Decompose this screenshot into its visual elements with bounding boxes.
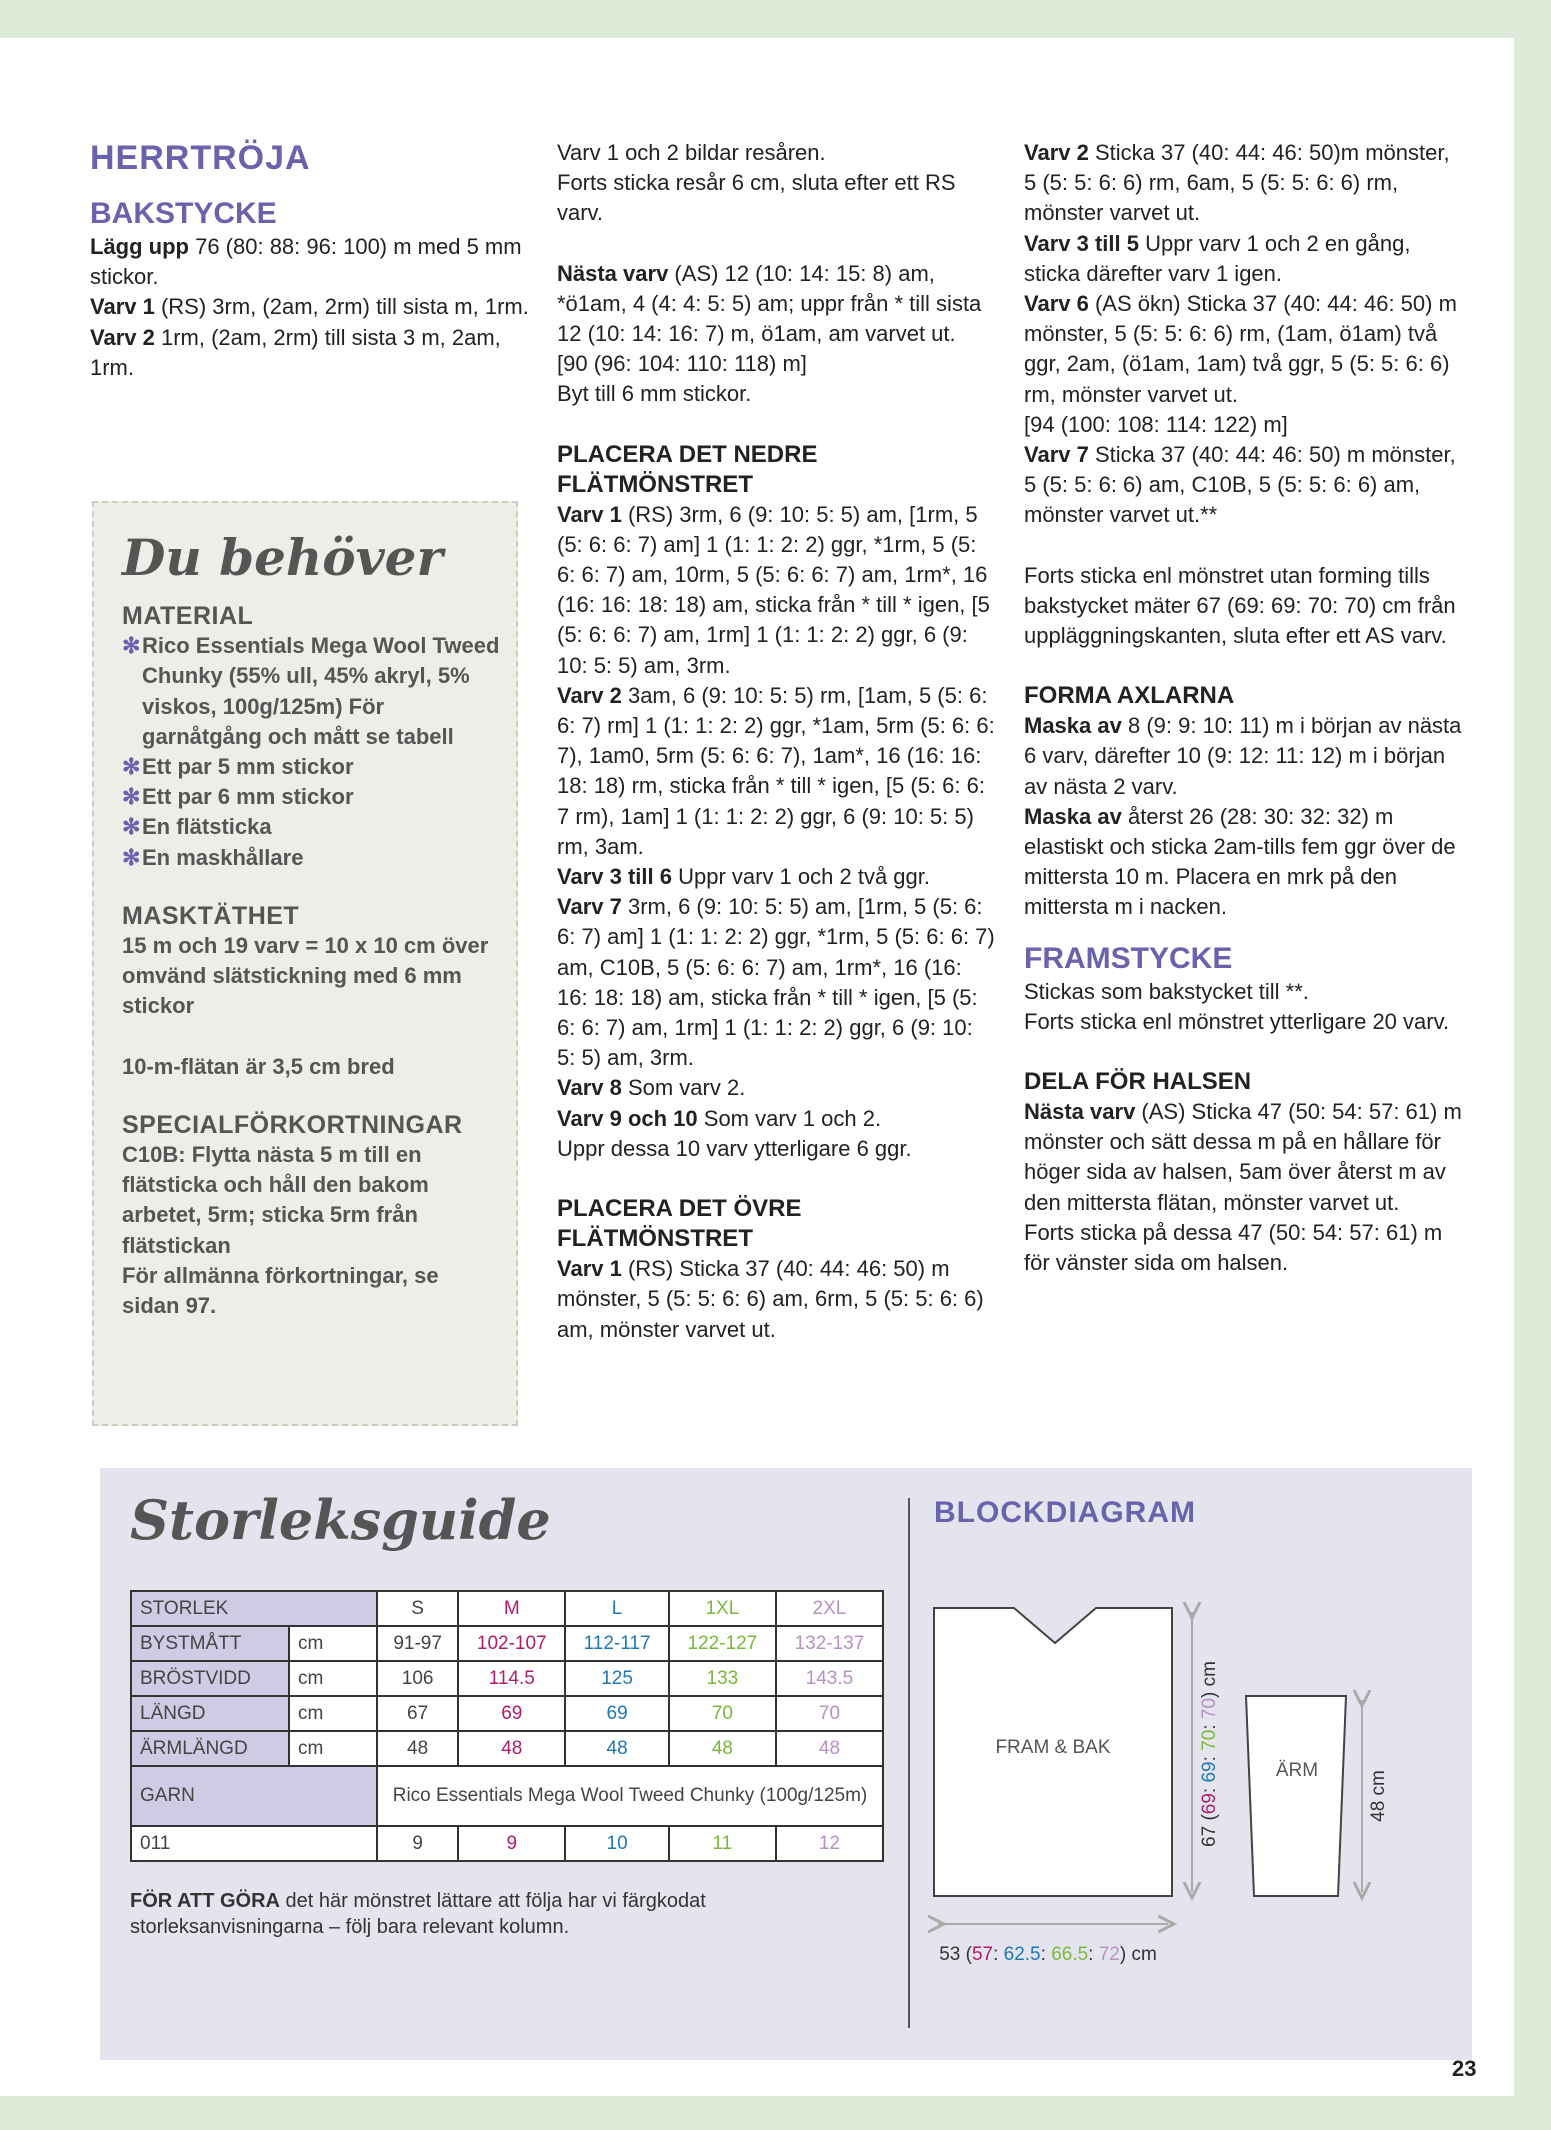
- sleeve-length-label: 48 cm: [1368, 1770, 1389, 1822]
- table-cell: 70: [669, 1696, 776, 1731]
- table-cell: 9: [458, 1826, 565, 1861]
- table-cell: 48: [458, 1731, 565, 1766]
- row: Varv 3 till 5 Uppr varv 1 och 2 en gång, sticka därefter varv 1 igen.: [1024, 230, 1411, 286]
- table-cell: 69: [458, 1696, 565, 1731]
- table-cell: BYSTMÅTT: [131, 1626, 289, 1661]
- gauge-heading: MASKTÄTHET: [122, 901, 300, 930]
- next-row: Nästa varv (AS) 12 (10: 14: 15: 8) am, *ö1am, 4 (4: 4: 5: 5) am; uppr från * till sista 12 (10: 14: 16: 7) m, ö1am, am varvet ut.: [557, 260, 982, 347]
- table-cell: 122-127: [669, 1626, 776, 1661]
- stitch-count: [90 (96: 104: 110: 118) m]: [557, 351, 807, 377]
- table-cell: 114.5: [458, 1661, 565, 1696]
- table-cell: 125: [565, 1661, 669, 1696]
- table-cell: 132-137: [776, 1626, 883, 1661]
- row: Maska av återst 26 (28: 30: 32: 32) m elastiskt och sticka 2am-tills fem ggr över de mittersta 10 m. Placera en mrk på den mittersta m i nacken.: [1024, 803, 1456, 920]
- heading-upper-cable: PLACERA DET ÖVRE FLÄTMÖNSTRET: [557, 1195, 802, 1253]
- table-row: [131, 1591, 883, 1626]
- table-cell: Rico Essentials Mega Wool Tweed Chunky (100g/125m): [377, 1766, 883, 1826]
- table-cell: BRÖSTVIDD: [131, 1661, 289, 1696]
- abbreviation-c10b: C10B: Flytta nästa 5 m till en flätsticka och håll den bakom arbetet, 5rm; sticka 5rm från flätstickan: [122, 1142, 429, 1258]
- sleeve-label: ÄRM: [1275, 1760, 1319, 1781]
- asterisk-icon: ✻: [122, 754, 141, 780]
- table-cell: 91-97: [377, 1626, 458, 1661]
- asterisk-icon: ✻: [122, 814, 141, 840]
- stitch-count: [94 (100: 108: 114: 122) m]: [1024, 411, 1288, 437]
- page: [0, 38, 1514, 2096]
- row: Varv 3 till 6 Uppr varv 1 och 2 två ggr.: [557, 864, 930, 890]
- list-item: ✻ Rico Essentials Mega Wool Tweed Chunky (55% ull, 45% akryl, 5% viskos, 100g/125m) För garnåtgång och mått se tabell: [122, 633, 500, 749]
- box-title: Du behöver: [122, 528, 443, 587]
- table-cell: cm: [289, 1661, 377, 1696]
- row: Varv 6 (AS ökn) Sticka 37 (40: 44: 46: 50) m mönster, 5 (5: 5: 6: 6) rm, (1am, ö1am) två ggr, 2am, (ö1am, 1am) två ggr, 5 (5: 5: 6: 6) rm, mönster varvet ut.: [1024, 291, 1457, 407]
- table-cell: 011: [131, 1826, 377, 1861]
- text: Byt till 6 mm stickor.: [557, 381, 752, 407]
- column-1: [90, 138, 535, 383]
- size-guide-title: Storleksguide: [130, 1488, 551, 1552]
- table-cell: 67: [377, 1696, 458, 1731]
- table-cell: LÄNGD: [131, 1696, 289, 1731]
- row: Varv 9 och 10 Som varv 1 och 2.: [557, 1105, 882, 1131]
- row: Varv 2 Sticka 37 (40: 44: 46: 50)m mönster, 5 (5: 5: 6: 6) rm, 6am, 5 (5: 5: 6: 6) rm, mönster varvet ut.: [1024, 140, 1450, 226]
- table-header-cell: STORLEK: [131, 1591, 377, 1626]
- table-cell: 69: [565, 1696, 669, 1731]
- column-3: [1024, 138, 1464, 1278]
- text: Varv 1 och 2 bildar resåren.: [557, 140, 826, 165]
- table-row: [131, 1661, 883, 1696]
- row: Varv 2 3am, 6 (9: 10: 5: 5) rm, [1am, 5 (5: 6: 6: 7) rm] 1 (1: 1: 2: 2) ggr, *1am, 5rm (5: 6: 6: 7), 1am0, 5rm (5: 6: 6: 7), 1am*, 16 (16: 16: 18: 18) rm, sticka från * till * igen, [5 (5: 6: 6: 7 rm), 1am] 1 (1: 1: 2: 2) ggr, 6 (9: 10: 5: 5) rm, 3am.: [557, 682, 995, 859]
- table-header-cell: S: [377, 1591, 458, 1626]
- table-header-cell: L: [565, 1591, 669, 1626]
- body-label: FRAM & BAK: [995, 1737, 1111, 1758]
- table-cell: 10: [565, 1826, 669, 1861]
- table-cell: ÄRMLÄNGD: [131, 1731, 289, 1766]
- text: Forts sticka enl mönstret utan forming tills bakstycket mäter 67 (69: 69: 70: 70) cm från uppläggningskanten, sluta efter ett AS varv.: [1024, 562, 1456, 649]
- pattern-title: HERRTRÖJA: [90, 139, 311, 177]
- table-cell: 48: [776, 1731, 883, 1766]
- table-row: [131, 1626, 883, 1661]
- table-header-cell: 2XL: [776, 1591, 883, 1626]
- table-header-cell: M: [458, 1591, 565, 1626]
- asterisk-icon: ✻: [122, 784, 141, 810]
- list-item: ✻ Ett par 5 mm stickor: [122, 752, 502, 782]
- abbreviation-note: För allmänna förkortningar, se sidan 97.: [122, 1262, 439, 1319]
- row: Varv 1 (RS) Sticka 37 (40: 44: 46: 50) m mönster, 5 (5: 5: 6: 6) am, 6rm, 5 (5: 5: 6: 6) am, mönster varvet ut.: [557, 1256, 984, 1342]
- row: Varv 7 Sticka 37 (40: 44: 46: 50) m mönster, 5 (5: 5: 6: 6) am, C10B, 5 (5: 5: 6: 6) am, mönster varvet ut.**: [1024, 442, 1456, 528]
- materials-box: [92, 501, 518, 1426]
- material-list: [122, 631, 502, 873]
- table-cell: 9: [377, 1826, 458, 1861]
- text: Forts sticka enl mönstret ytterligare 20 varv.: [1024, 1008, 1450, 1034]
- table-header-cell: 1XL: [669, 1591, 776, 1626]
- table-row: [131, 1766, 883, 1826]
- section-framstycke: FRAMSTYCKE: [1024, 941, 1233, 975]
- heading-shoulders: FORMA AXLARNA: [1024, 682, 1235, 710]
- table-cell: 12: [776, 1826, 883, 1861]
- table-cell: 11: [669, 1826, 776, 1861]
- table-row: [131, 1696, 883, 1731]
- table-cell: 102-107: [458, 1626, 565, 1661]
- text: Stickas som bakstycket till **.: [1024, 978, 1309, 1004]
- row: Nästa varv (AS) Sticka 47 (50: 54: 57: 61) m mönster och sätt dessa m på en hållare för höger sida av halsen, 5am över återst m av den mittersta flätan, mönster varvet ut.: [1024, 1099, 1462, 1215]
- list-item: ✻ En maskhållare: [122, 843, 502, 873]
- list-item: ✻ En flätsticka: [122, 812, 502, 842]
- sleeve-piece: [1246, 1696, 1346, 1896]
- table-cell: 48: [377, 1731, 458, 1766]
- block-diagram-title: BLOCKDIAGRAM: [934, 1496, 1196, 1529]
- section-bakstycke: BAKSTYCKE: [90, 197, 277, 230]
- abbreviations-heading: SPECIALFÖRKORTNINGAR: [122, 1110, 463, 1139]
- asterisk-icon: ✻: [122, 844, 141, 870]
- asterisk-icon: ✻: [122, 633, 141, 659]
- table-cell: cm: [289, 1626, 377, 1661]
- text: Forts sticka på dessa 47 (50: 54: 57: 61) m för vänster sida om halsen.: [1024, 1219, 1443, 1276]
- size-table: [130, 1590, 884, 1862]
- page-number: 23: [1452, 2056, 1477, 2081]
- table-cell: 48: [669, 1731, 776, 1766]
- row: Varv 1 (RS) 3rm, 6 (9: 10: 5: 5) am, [1rm, 5 (5: 6: 6: 7) am] 1 (1: 1: 2: 2) ggr, *1rm, 5 (5: 6: 6: 7) am, 10rm, 5 (5: 6: 6: 7) am, 1rm*, 16 (16: 16: 18: 18) am, sticka från * till * igen, [5 (5: 6: 6: 7) am, 1rm] 1 (1: 1: 2: 2) ggr, 6 (9: 10: 5: 5) am, 3rm.: [557, 501, 990, 678]
- cable-text: 10-m-flätan är 3,5 cm bred: [122, 1053, 395, 1079]
- block-diagram: [910, 1528, 1470, 2048]
- row: Varv 8 Som varv 2.: [557, 1075, 746, 1101]
- table-cell: cm: [289, 1731, 377, 1766]
- table-cell: 48: [565, 1731, 669, 1766]
- cast-on: Lägg upp 76 (80: 88: 96: 100) m med 5 mm stickor.: [90, 234, 522, 290]
- heading-lower-cable: PLACERA DET NEDRE FLÄTMÖNSTRET: [557, 440, 818, 498]
- text: Forts sticka resår 6 cm, sluta efter ett RS varv.: [557, 170, 956, 226]
- text: Uppr dessa 10 varv ytterligare 6 ggr.: [557, 1135, 912, 1161]
- table-row: [131, 1731, 883, 1766]
- row: Varv 7 3rm, 6 (9: 10: 5: 5) am, [1rm, 5 (5: 6: 6: 7) am] 1 (1: 1: 2: 2) ggr, *1rm, 5 (5: 6: 6: 7) am, C10B, 5 (5: 6: 6: 7) am, 1rm*, 16 (16: 16: 18: 18) am, sticka från * till * igen, [5 (5: 6: 6: 7) am, 1rm] 1 (1: 1: 2: 2) ggr, 6 (9: 10: 5: 5) am, 3rm.: [557, 894, 995, 1071]
- gauge-text: 15 m och 19 varv = 10 x 10 cm över omvänd slätstickning med 6 mm stickor: [122, 933, 489, 1019]
- width-label: 53 (57: 62.5: 66.5: 72) cm: [939, 1944, 1157, 1965]
- table-cell: 106: [377, 1661, 458, 1696]
- table-cell: 133: [669, 1661, 776, 1696]
- row-1: Varv 1 (RS) 3rm, (2am, 2rm) till sista m, 1rm.: [90, 294, 529, 320]
- table-cell: 70: [776, 1696, 883, 1731]
- height-label: 67 (69: 69: 70: 70) cm: [1199, 1661, 1220, 1847]
- material-heading: MATERIAL: [122, 602, 254, 630]
- row: Maska av 8 (9: 9: 10: 11) m i början av nästa 6 varv, därefter 10 (9: 12: 11: 12) m i början av nästa 2 varv.: [1024, 713, 1462, 799]
- row-2: Varv 2 1rm, (2am, 2rm) till sista 3 m, 2am, 1rm.: [90, 324, 501, 380]
- list-item: ✻ Ett par 6 mm stickor: [122, 782, 502, 812]
- size-guide-note: FÖR ATT GÖRA det här mönstret lättare att följa har vi färgkodat storleksanvisningarna – följ bara relevant kolumn.: [130, 1890, 706, 1938]
- size-guide-panel: [100, 1468, 1472, 2060]
- table-row: [131, 1826, 883, 1861]
- table-cell: 112-117: [565, 1626, 669, 1661]
- table-cell: cm: [289, 1696, 377, 1731]
- heading-neck: DELA FÖR HALSEN: [1024, 1068, 1252, 1096]
- table-cell: 143.5: [776, 1661, 883, 1696]
- column-2: [557, 138, 997, 1345]
- table-cell: GARN: [131, 1766, 377, 1826]
